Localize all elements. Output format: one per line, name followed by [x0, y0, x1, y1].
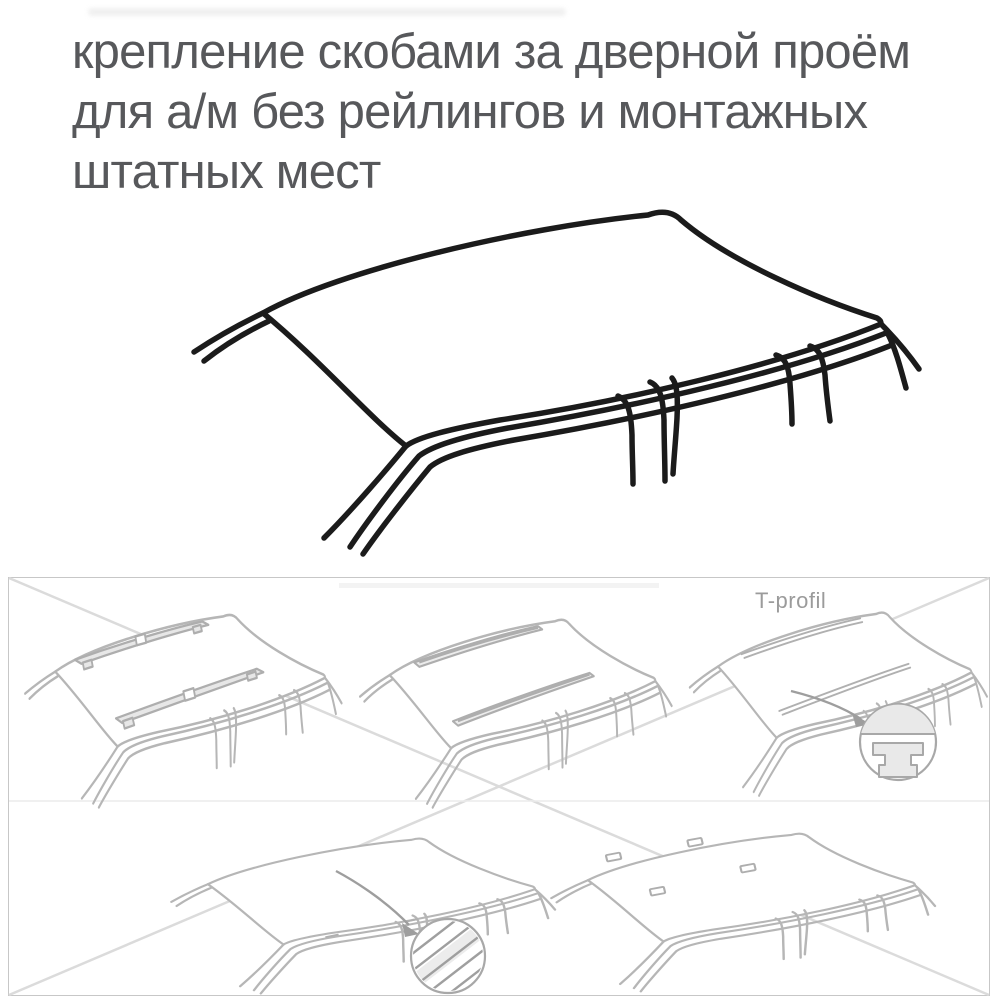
heading-line-2: для а/м без рейлингов и монтажных [72, 85, 868, 139]
roof-with-fixed-points-sketch [544, 828, 944, 996]
roof-types-panel [8, 577, 990, 996]
car-roof-door-frame-mount-drawing [180, 200, 936, 564]
scan-artifact-smudge [88, 8, 566, 16]
roof-with-flush-railings-sketch [354, 613, 679, 813]
t-slot-profile-magnifier [749, 663, 959, 798]
rubber-strip-magnifier [319, 848, 509, 983]
noise-streak [339, 583, 659, 588]
heading-line-3: штатных мест [72, 145, 381, 199]
heading [72, 22, 972, 202]
heading-line-1: крепление скобами за дверной проём [72, 25, 911, 79]
roof-with-raised-railings-sketch [19, 608, 349, 813]
t-profil-label: T-profil [755, 588, 827, 613]
